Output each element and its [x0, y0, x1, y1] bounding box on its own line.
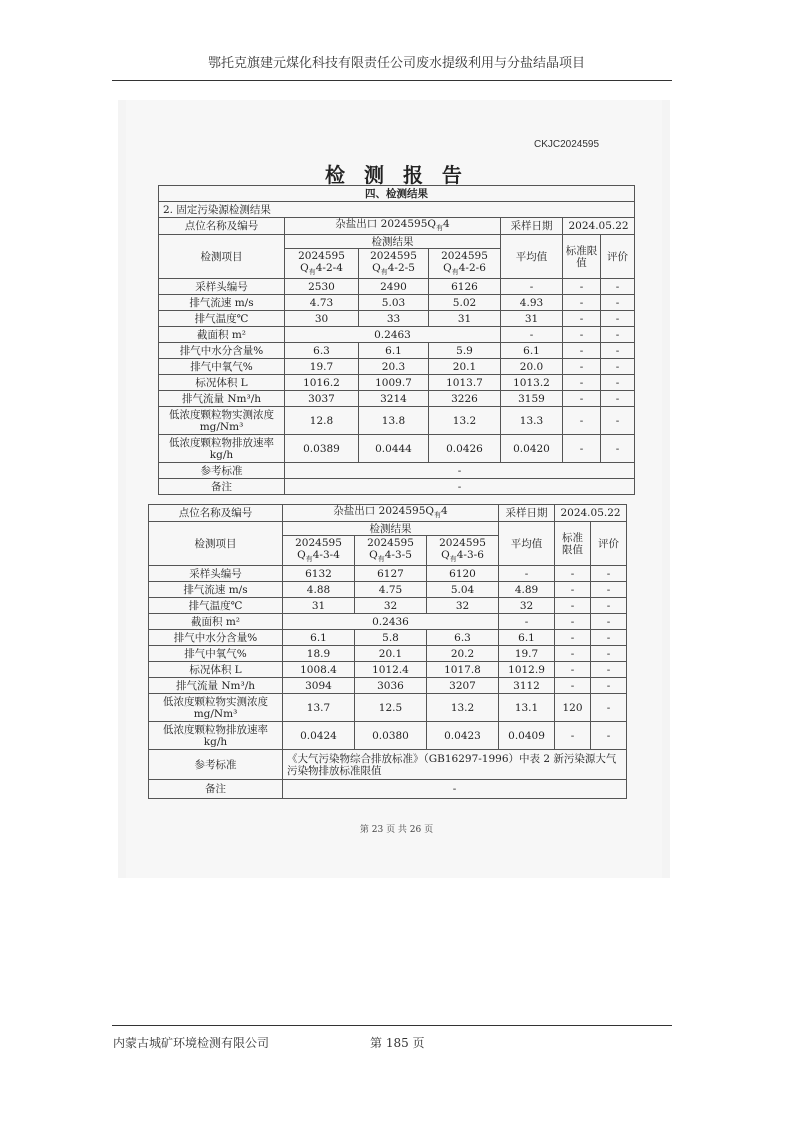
average-header: 平均值 [499, 522, 555, 566]
table-row [149, 646, 627, 662]
result-value: 31 [429, 311, 501, 327]
item-name: 标况体积 L [159, 375, 285, 391]
evaluation-value: - [591, 662, 627, 678]
result-value: 6.1 [283, 630, 355, 646]
item-name: 排气温度℃ [159, 311, 285, 327]
sample-date-label: 采样日期 [499, 505, 555, 522]
item-name: 排气流量 Nm³/h [149, 678, 283, 694]
limit-value: - [555, 598, 591, 614]
average-value: 3159 [501, 391, 563, 407]
sample-id-header: 2024595 $Q_有4-2-5$ [359, 249, 429, 279]
evaluation-value: - [601, 407, 635, 435]
table-row [149, 722, 627, 750]
table-row [159, 295, 635, 311]
average-value: 1013.2 [501, 375, 563, 391]
evaluation-value: - [601, 359, 635, 375]
section-title: 四、检测结果 [159, 186, 635, 202]
result-value: 6.1 [359, 343, 429, 359]
sample-date-label: 采样日期 [501, 218, 563, 235]
result-value: 13.2 [429, 407, 501, 435]
table-row [159, 343, 635, 359]
result-value: 19.7 [285, 359, 359, 375]
limit-value: 120 [555, 694, 591, 722]
result-value: 31 [283, 598, 355, 614]
result-value: 0.2463 [285, 327, 501, 343]
result-value: 32 [427, 598, 499, 614]
limit-value: - [555, 630, 591, 646]
result-value: 5.9 [429, 343, 501, 359]
average-value: 0.0409 [499, 722, 555, 750]
evaluation-value: - [591, 678, 627, 694]
site-value: 杂盐出口 $2024595Q_有4$ [283, 505, 499, 522]
average-value: - [499, 614, 555, 630]
item-name: 截面积 m² [159, 327, 285, 343]
evaluation-value: - [591, 694, 627, 722]
result-value: 1017.8 [427, 662, 499, 678]
average-value: 32 [499, 598, 555, 614]
evaluation-header: 评价 [591, 522, 627, 566]
result-value: 0.0423 [427, 722, 499, 750]
result-value: 0.0426 [429, 435, 501, 463]
average-value: - [501, 327, 563, 343]
average-value: 0.0420 [501, 435, 563, 463]
reference-value: 《大气污染物综合排放标准》（GB16297-1996）中表 2 新污染源大气污染物排放标准限值 [283, 750, 627, 780]
table-row [159, 359, 635, 375]
result-value: 4.73 [285, 295, 359, 311]
evaluation-value: - [591, 582, 627, 598]
footer-rule [112, 1025, 672, 1026]
result-value: 3094 [283, 678, 355, 694]
item-header: 检测项目 [159, 235, 285, 279]
limit-value: - [563, 435, 601, 463]
result-value: 0.0444 [359, 435, 429, 463]
remark-label: 备注 [159, 479, 285, 495]
reference-value: - [285, 463, 635, 479]
limit-value: - [563, 343, 601, 359]
remark-value: - [283, 780, 627, 799]
result-value: 1013.7 [429, 375, 501, 391]
table-row [149, 662, 627, 678]
evaluation-value: - [601, 375, 635, 391]
result-value: 33 [359, 311, 429, 327]
result-value: 13.7 [283, 694, 355, 722]
result-value: 6132 [283, 566, 355, 582]
table-row [159, 391, 635, 407]
average-value: 1012.9 [499, 662, 555, 678]
result-value: 0.0424 [283, 722, 355, 750]
item-name: 截面积 m² [149, 614, 283, 630]
result-value: 3214 [359, 391, 429, 407]
result-value: 32 [355, 598, 427, 614]
result-value: 18.9 [283, 646, 355, 662]
limit-value: - [563, 295, 601, 311]
table-row [159, 311, 635, 327]
average-value: 4.89 [499, 582, 555, 598]
average-value: 3112 [499, 678, 555, 694]
header-rule [112, 80, 672, 81]
result-value: 20.1 [429, 359, 501, 375]
table-row [149, 678, 627, 694]
result-value: 6127 [355, 566, 427, 582]
average-value: - [499, 566, 555, 582]
limit-value: - [563, 311, 601, 327]
result-value: 1016.2 [285, 375, 359, 391]
result-value: 5.02 [429, 295, 501, 311]
evaluation-value: - [601, 295, 635, 311]
table-row [159, 327, 635, 343]
item-name: 低浓度颗粒物实测浓度 mg/Nm³ [149, 694, 283, 722]
result-value: 20.2 [427, 646, 499, 662]
limit-value: - [555, 678, 591, 694]
average-value: 13.1 [499, 694, 555, 722]
page-indicator: 第 23 页 共 26 页 [359, 825, 434, 835]
site-label: 点位名称及编号 [159, 218, 285, 235]
result-value: 6126 [429, 279, 501, 295]
results-header: 检测结果 [285, 235, 501, 249]
evaluation-value: - [591, 630, 627, 646]
evaluation-value: - [601, 327, 635, 343]
result-value: 2490 [359, 279, 429, 295]
footer-company: 内蒙古城矿环境检测有限公司 [113, 1036, 270, 1050]
report-title: 检 测 报 告 [325, 163, 468, 187]
result-value: 20.3 [359, 359, 429, 375]
table-row [159, 375, 635, 391]
result-value: 20.1 [355, 646, 427, 662]
result-value: 3036 [355, 678, 427, 694]
average-value: - [501, 279, 563, 295]
evaluation-value: - [601, 343, 635, 359]
item-name: 排气温度℃ [149, 598, 283, 614]
item-name: 排气流速 m/s [159, 295, 285, 311]
limit-value: - [563, 407, 601, 435]
result-value: 13.8 [359, 407, 429, 435]
average-value: 19.7 [499, 646, 555, 662]
result-value: 3037 [285, 391, 359, 407]
sample-id-header: 2024595 $Q_有4-2-4$ [285, 249, 359, 279]
sample-id-header: 2024595 $Q_有4-3-4$ [283, 536, 355, 566]
result-value: 1008.4 [283, 662, 355, 678]
average-header: 平均值 [501, 235, 563, 279]
average-value: 31 [501, 311, 563, 327]
result-value: 4.75 [355, 582, 427, 598]
result-value: 6.3 [285, 343, 359, 359]
evaluation-header: 评价 [601, 235, 635, 279]
table-row [149, 582, 627, 598]
report-number: CKJC2024595 [534, 139, 600, 150]
limit-value: - [563, 327, 601, 343]
result-value: 5.8 [355, 630, 427, 646]
average-value: 6.1 [501, 343, 563, 359]
average-value: 13.3 [501, 407, 563, 435]
evaluation-value: - [601, 311, 635, 327]
evaluation-value: - [591, 614, 627, 630]
result-value: 0.0380 [355, 722, 427, 750]
table-row [149, 598, 627, 614]
result-value: 30 [285, 311, 359, 327]
result-value: 5.04 [427, 582, 499, 598]
limit-value: - [563, 279, 601, 295]
evaluation-value: - [591, 646, 627, 662]
site-value: 杂盐出口 $2024595Q_有4$ [285, 218, 501, 235]
limit-value: - [563, 359, 601, 375]
result-value: 13.2 [427, 694, 499, 722]
sample-id-header: 2024595 $Q_有4-2-6$ [429, 249, 501, 279]
sample-id-header: 2024595 $Q_有4-3-5$ [355, 536, 427, 566]
limit-value: - [563, 375, 601, 391]
result-value: 3207 [427, 678, 499, 694]
item-name: 排气中氧气% [159, 359, 285, 375]
evaluation-value: - [601, 435, 635, 463]
subsection-title: 2. 固定污染源检测结果 [159, 202, 635, 218]
limit-value: - [555, 722, 591, 750]
item-header: 检测项目 [149, 522, 283, 566]
evaluation-value: - [601, 279, 635, 295]
item-name: 低浓度颗粒物实测浓度 mg/Nm³ [159, 407, 285, 435]
limit-header: 标准限值 [555, 522, 591, 566]
results-table-1 [158, 185, 635, 495]
item-name: 排气中水分含量% [149, 630, 283, 646]
limit-header: 标准限值 [563, 235, 601, 279]
table-row [149, 614, 627, 630]
result-value: 0.0389 [285, 435, 359, 463]
result-value: 5.03 [359, 295, 429, 311]
limit-value: - [555, 662, 591, 678]
result-value: 6120 [427, 566, 499, 582]
remark-value: - [285, 479, 635, 495]
item-name: 采样头编号 [149, 566, 283, 582]
result-value: 3226 [429, 391, 501, 407]
item-name: 标况体积 L [149, 662, 283, 678]
item-name: 排气中水分含量% [159, 343, 285, 359]
table-row [159, 435, 635, 463]
remark-label: 备注 [149, 780, 283, 799]
table-row [149, 630, 627, 646]
item-name: 低浓度颗粒物排放速率 kg/h [149, 722, 283, 750]
page-header: 鄂托克旗建元煤化科技有限责任公司废水提级利用与分盐结晶项目 [207, 56, 585, 71]
item-name: 排气流量 Nm³/h [159, 391, 285, 407]
limit-value: - [563, 391, 601, 407]
limit-value: - [555, 582, 591, 598]
table-row [149, 694, 627, 722]
evaluation-value: - [591, 722, 627, 750]
table-row [159, 407, 635, 435]
result-value: 2530 [285, 279, 359, 295]
limit-value: - [555, 646, 591, 662]
reference-label: 参考标准 [159, 463, 285, 479]
results-header: 检测结果 [283, 522, 499, 536]
evaluation-value: - [591, 598, 627, 614]
result-value: 4.88 [283, 582, 355, 598]
item-name: 排气中氧气% [149, 646, 283, 662]
reference-label: 参考标准 [149, 750, 283, 780]
average-value: 6.1 [499, 630, 555, 646]
item-name: 采样头编号 [159, 279, 285, 295]
limit-value: - [555, 614, 591, 630]
item-name: 排气流速 m/s [149, 582, 283, 598]
result-value: 1012.4 [355, 662, 427, 678]
evaluation-value: - [601, 391, 635, 407]
item-name: 低浓度颗粒物排放速率 kg/h [159, 435, 285, 463]
site-label: 点位名称及编号 [149, 505, 283, 522]
sample-id-header: 2024595 $Q_有4-3-6$ [427, 536, 499, 566]
limit-value: - [555, 566, 591, 582]
result-value: 12.8 [285, 407, 359, 435]
sample-date-value: 2024.05.22 [555, 505, 627, 522]
average-value: 4.93 [501, 295, 563, 311]
result-value: 1009.7 [359, 375, 429, 391]
results-table-2 [148, 504, 627, 799]
evaluation-value: - [591, 566, 627, 582]
footer-page-number: 第 185 页 [370, 1036, 425, 1050]
sample-date-value: 2024.05.22 [563, 218, 635, 235]
table-row [159, 279, 635, 295]
average-value: 20.0 [501, 359, 563, 375]
result-value: 0.2436 [283, 614, 499, 630]
table-row [149, 566, 627, 582]
result-value: 6.3 [427, 630, 499, 646]
result-value: 12.5 [355, 694, 427, 722]
